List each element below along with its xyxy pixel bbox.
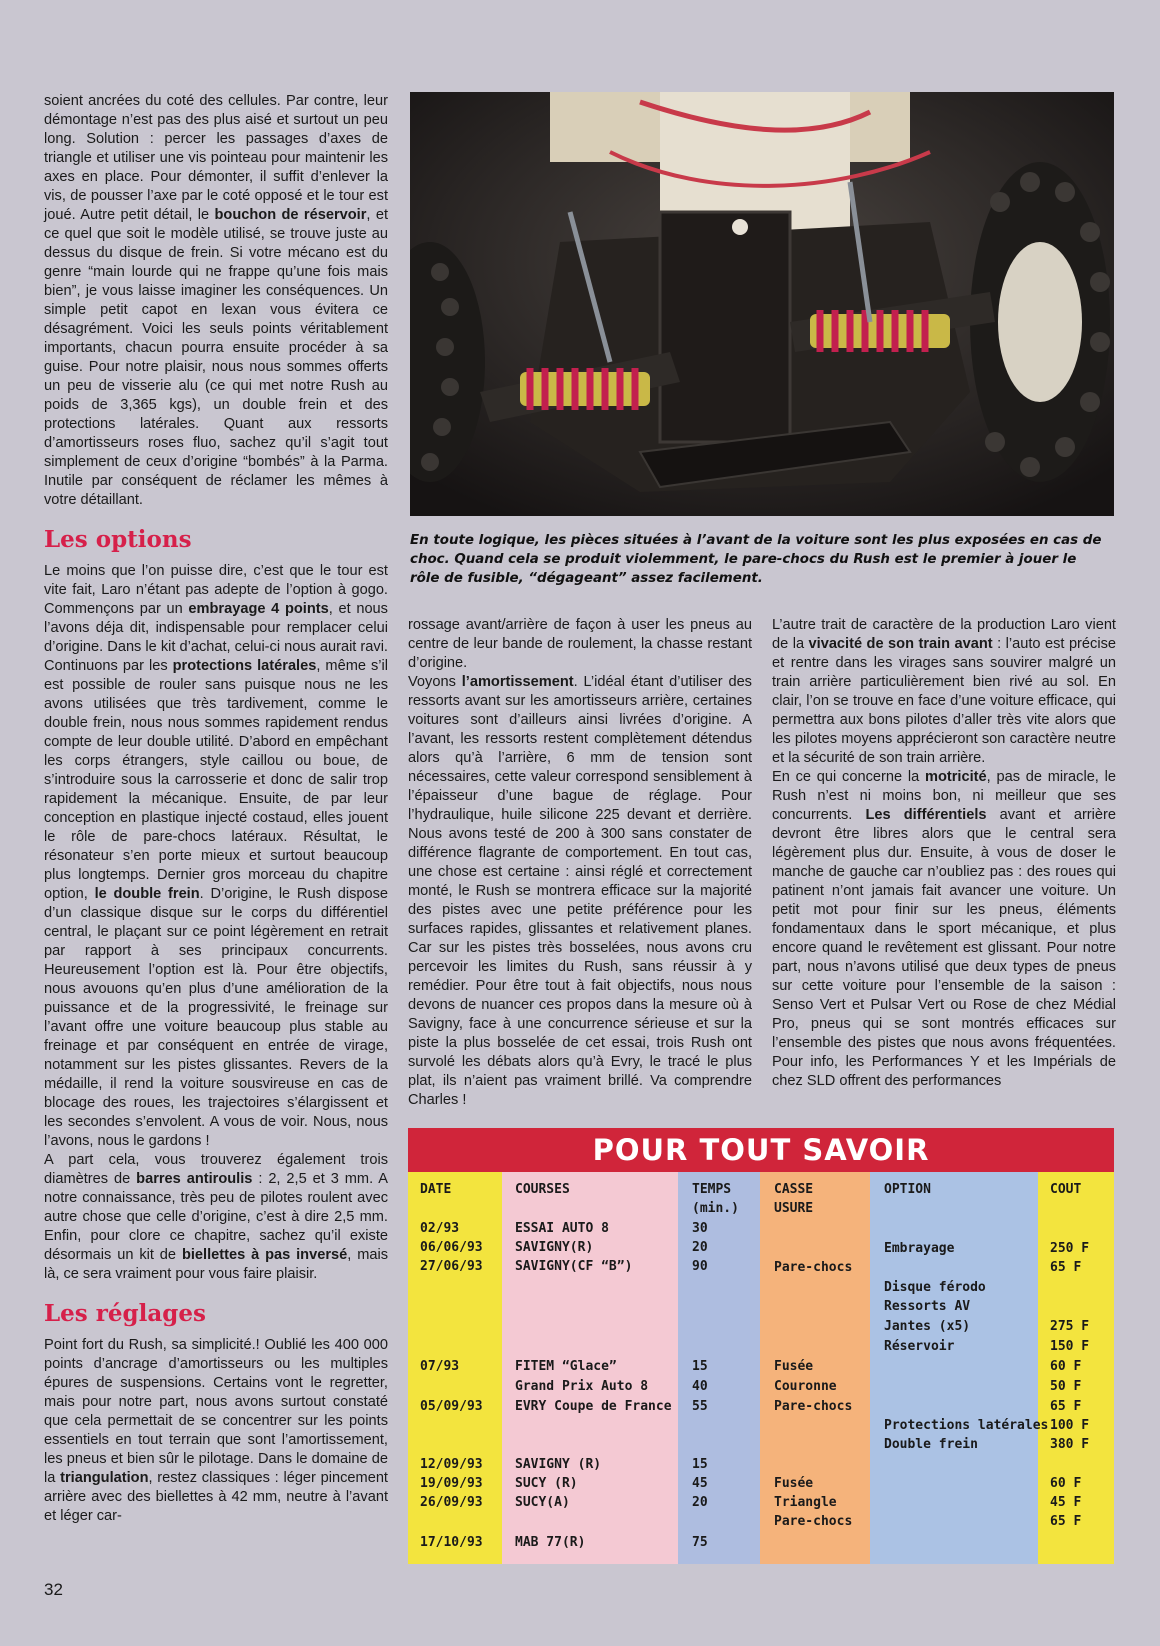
cell-option: Protections latérales <box>884 1418 1049 1433</box>
cell-date: 02/93 <box>420 1221 460 1236</box>
cell-date: 12/09/93 <box>420 1457 483 1472</box>
header-date: DATE <box>420 1182 452 1197</box>
column-option-bg <box>870 1172 1038 1564</box>
paragraph: rossage avant/arrière de façon à user les pneus au centre de leur bande de roulement, la chasse restant d’origine. <box>408 617 752 671</box>
paragraph: Point fort du Rush, sa simplicité.! Oublié les 400 000 points d’ancrage d’amortisseurs ou les multiples épures de suspensions. Certains vont le regretter, mais pour notre part, nous avons surtout constaté que cela permettait de se concentrer sur les points essentiels en tout terrain que sont l’amortissement, les pneus et bien sûr le pilotage. Dans le domaine de la triangulation, restez classiques : léger pincement arrière avec des biellettes à 42 mm, neutre à l’avant et léger car- <box>44 1337 388 1524</box>
cell-cout: 275 F <box>1050 1319 1090 1334</box>
cell-course: FITEM “Glace” <box>515 1359 617 1374</box>
cell-option: Réservoir <box>884 1339 955 1354</box>
cell-temps: 15 <box>692 1457 708 1472</box>
info-table <box>408 1128 1114 1564</box>
paragraph: L’autre trait de caractère de la production Laro vient de la vivacité de son train avant : l’auto est précise et rentre dans les virages sans souvirer malgré un train arrière particulièrement bien rivé au sol. En clair, l’on se trouve en face d’une voiture efficace, qui permettra aux bons pilotes d’aller très vite alors que les pilotes moyens apprécieront son caractère neutre et la sécurité de son train arrière. <box>772 617 1116 766</box>
middle-column <box>408 616 752 1110</box>
header-cout: COUT <box>1050 1182 1082 1197</box>
cell-date: 06/06/93 <box>420 1240 483 1255</box>
cell-option: Ressorts AV <box>884 1299 971 1314</box>
cell-date: 05/09/93 <box>420 1399 483 1414</box>
header-option: OPTION <box>884 1182 931 1197</box>
right-column <box>772 616 1116 1091</box>
cell-course: SUCY (R) <box>515 1476 578 1491</box>
cell-date: 19/09/93 <box>420 1476 483 1491</box>
cell-cout: 50 F <box>1050 1379 1082 1394</box>
cell-cout: 150 F <box>1050 1339 1090 1354</box>
cell-cout: 380 F <box>1050 1437 1090 1452</box>
rc-car-chassis-illustration <box>410 92 1114 516</box>
cell-cout: 60 F <box>1050 1476 1082 1491</box>
cell-course: ESSAI AUTO 8 <box>515 1221 609 1236</box>
paragraph: A part cela, vous trouverez également trois diamètres de barres antiroulis : 2, 2,5 et 3 mm. A notre connaissance, très peu de pilotes roulent avec autre chose que celle d’origine, c’est à dire 2,5 mm. Enfin, pour clore ce chapitre, sachez qu’il existe désormais un kit de biellettes à pas inversé, mais là, ce sera vraiment pour vous faire plaisir. <box>44 1152 389 1282</box>
cell-temps: 55 <box>692 1399 708 1414</box>
cell-casse: Pare-chocs <box>774 1514 853 1529</box>
page-number: 32 <box>44 1580 63 1599</box>
cell-date: 26/09/93 <box>420 1495 483 1510</box>
cell-casse: Fusée <box>774 1476 814 1491</box>
cell-date: 17/10/93 <box>420 1535 483 1550</box>
cell-course: SAVIGNY (R) <box>515 1457 602 1472</box>
cell-cout: 100 F <box>1050 1418 1090 1433</box>
cell-cout: 250 F <box>1050 1241 1090 1256</box>
cell-date: 27/06/93 <box>420 1259 483 1274</box>
paragraph: En ce qui concerne la motricité, pas de miracle, le Rush n’est ni moins bon, ni meilleur que ses concurrents. Les différentiels avant et arrière devront être libres alors que le central sera légèrement plus dur. Ensuite, à vous de doser le manche de gauche car n’oubliez pas : des roues qui patinent n’ont jamais fait avancer une voiture. Un petit mot pour finir sur les pneus, éléments fondamentaux dans le sport mécanique, et plus encore quand le revêtement est glissant. Pour notre part, nous n’avons utilisé que deux types de pneus sur cette voiture pour l’ensemble de la saison : Senso Vert et Pulsar Vert ou Rose de chez Médial Pro, pneus qui se sont montrés efficaces sur l’ensemble des pistes que nous avons fréquentées. Pour info, les Performances Y et les Impérials de chez SLD offrent des performances <box>772 769 1117 1089</box>
cell-course: SAVIGNY(CF “B”) <box>515 1259 633 1274</box>
cell-temps: 20 <box>692 1495 708 1510</box>
cell-temps: 40 <box>692 1379 708 1394</box>
car-photo <box>410 92 1114 516</box>
cell-course: MAB 77(R) <box>515 1535 586 1550</box>
cell-casse: Triangle <box>774 1495 837 1510</box>
cell-cout: 60 F <box>1050 1359 1082 1374</box>
paragraph: Le moins que l’on puisse dire, c’est que le tour est vite fait, Laro n’étant pas adepte de l’option à gogo. Commençons par un embrayage 4 points, et nous l’avons déja dit, indispensable pour remplacer celui d’origine. Dans le kit d’achat, celui-ci nous aurait ravi. Continuons par les protections latérales, même s’il est possible de rouler sans puisque nous ne les avons utilisées que très tardivement, comme le double frein, nous nous sommes rapidement rendus compte de leur double utilité. D’abord en empêchant les corps étrangers, style caillou ou boue, de s’introduire sous la carrosserie et donc de salir trop rapidement la mécanique. Ensuite, de par leur conception en plastique injecté costaud, elles jouent le rôle de pare-chocs latéraux. Résultat, le résonateur s’en porte mieux et surtout beaucoup plus longtemps. Dernier gros morceau du chapitre option, le double frein. D’origine, le Rush dispose d’un classique disque sur le corps du différentiel central, le plaçant sur ce point légèrement en retrait par rapport à ses principaux concurrents. Heureusement l’option est là. Pour être objectifs, nous avouons qu’en plus d’une amélioration de la puissance et de la progressivité, le freinage sur l’avant offre une voiture beaucoup plus stable au freinage et par conséquent en entrée de virage, notamment sur les pistes glissantes. Revers de la médaille, il rend la voiture sousvireuse en cas de blocage des roues, les trajectoires s’élargissent et les secondes s’envolent. A vous de voir. Nous, nous l’avons, nous le gardons ! <box>44 563 389 1149</box>
column-temps-bg <box>678 1172 760 1564</box>
cell-option: Jantes (x5) <box>884 1319 971 1334</box>
cell-temps: 30 <box>692 1221 708 1236</box>
heading-options: Les options <box>44 526 192 553</box>
photo-caption: En toute logique, les pièces situées à l’avant de la voiture sont les plus exposées en cas de choc. Quand cela se produit violemment, le pare-chocs du Rush est le premier à jouer le rôle de fusible, “dégageant” assez facilement. <box>410 533 1102 586</box>
cell-cout: 65 F <box>1050 1260 1082 1275</box>
header-casse: CASSE USURE <box>774 1182 814 1216</box>
cell-course: EVRY Coupe de France <box>515 1399 672 1414</box>
cell-cout: 45 F <box>1050 1495 1082 1510</box>
cell-casse: Couronne <box>774 1379 837 1394</box>
cell-course: Grand Prix Auto 8 <box>515 1379 649 1394</box>
cell-temps: 90 <box>692 1259 708 1274</box>
left-column <box>44 92 388 1526</box>
paragraph: soient ancrées du coté des cellules. Par contre, leur démontage n’est pas des plus aisé et surtout un peu long. Solution : percer les passages d’axes de triangle et utiliser une vis pointeau pour maintenir les axes en place. Pour démonter, il suffit d’enlever la vis, de pousser l’axe par le coté opposé et le tour est joué. Autre petit détail, le bouchon de réservoir, et ce quel que soit le modèle utilisé, se trouve juste au dessus du disque de frein. Si votre mécano est du genre “main lourde qui ne frappe qu’une fois mais bien”, je vous laisse imaginer les conséquences. Un simple petit capot en lexan vous évitera ce désagrément. Voici les seuls points véritablement importants, chacun pourra ensuite procéder à sa guise. Pour notre plaisir, nous nous sommes offerts un peu de visserie alu (ce qui met notre Rush au poids de 3,365 kgs), un double frein et des protections latérales. Quant aux ressorts d’amortisseurs roses fluo, sachez qu’il s’agit tout simplement de ceux d’origine “bombés” à la Parma. Inutile par conséquent de réclamer les mêmes à votre détaillant. <box>44 93 388 508</box>
header-temps: TEMPS (min.) <box>692 1182 739 1216</box>
cell-option: Double frein <box>884 1437 978 1452</box>
cell-date: 07/93 <box>420 1359 460 1374</box>
cell-option: Embrayage <box>884 1241 955 1256</box>
cell-casse: Pare-chocs <box>774 1399 853 1414</box>
cell-course: SUCY(A) <box>515 1495 570 1510</box>
cell-temps: 75 <box>692 1535 708 1550</box>
heading-reglages: Les réglages <box>44 1300 206 1327</box>
cell-cout: 65 F <box>1050 1514 1082 1529</box>
cell-casse: Pare-chocs <box>774 1260 853 1275</box>
table-title: POUR TOUT SAVOIR <box>408 1128 1114 1172</box>
cell-course: SAVIGNY(R) <box>515 1240 594 1255</box>
cell-cout: 65 F <box>1050 1399 1082 1414</box>
cell-option: Disque férodo <box>884 1280 986 1295</box>
cell-temps: 15 <box>692 1359 708 1374</box>
cell-temps: 20 <box>692 1240 708 1255</box>
cell-temps: 45 <box>692 1476 708 1491</box>
paragraph: Voyons l’amortissement. L’idéal étant d’utiliser des ressorts avant sur les amortisseurs arrière, certaines voitures sont d’ailleurs ainsi livrées d’origine. A l’avant, les ressorts restent complètement détendus alors qu’à l’arrière, 6 mm de tension sont nécessaires, cette valeur correspond sensiblement à l’épaisseur d’une bague de réglage. Pour l’hydraulique, huile silicone 225 devant et derrière. Nous avons testé de 200 à 300 sans constater de différence flagrante de comportement. En tout cas, une chose est certaine : ainsi réglé et correctement monté, le Rush se montrera efficace sur la majorité des pistes avec une petite préférence pour les surfaces rapides, glissantes et relativement planes. Car sur les pistes très bosselées, nous avons cru percevoir les limites du Rush, sans réussir à y remédier. Pour être tout à fait objectifs, nous nous devons de nuancer ces propos dans la mesure où à Savigny, face à une concurrence sérieuse et sur la piste la plus bosselée de cet essai, trois Rush ont survolé les débats alors qu’à Evry, le tracé le plus plat, ils n’aient pas vraiment brillé. Va comprendre Charles ! <box>408 674 752 1108</box>
cell-casse: Fusée <box>774 1359 814 1374</box>
header-courses: COURSES <box>515 1182 570 1197</box>
